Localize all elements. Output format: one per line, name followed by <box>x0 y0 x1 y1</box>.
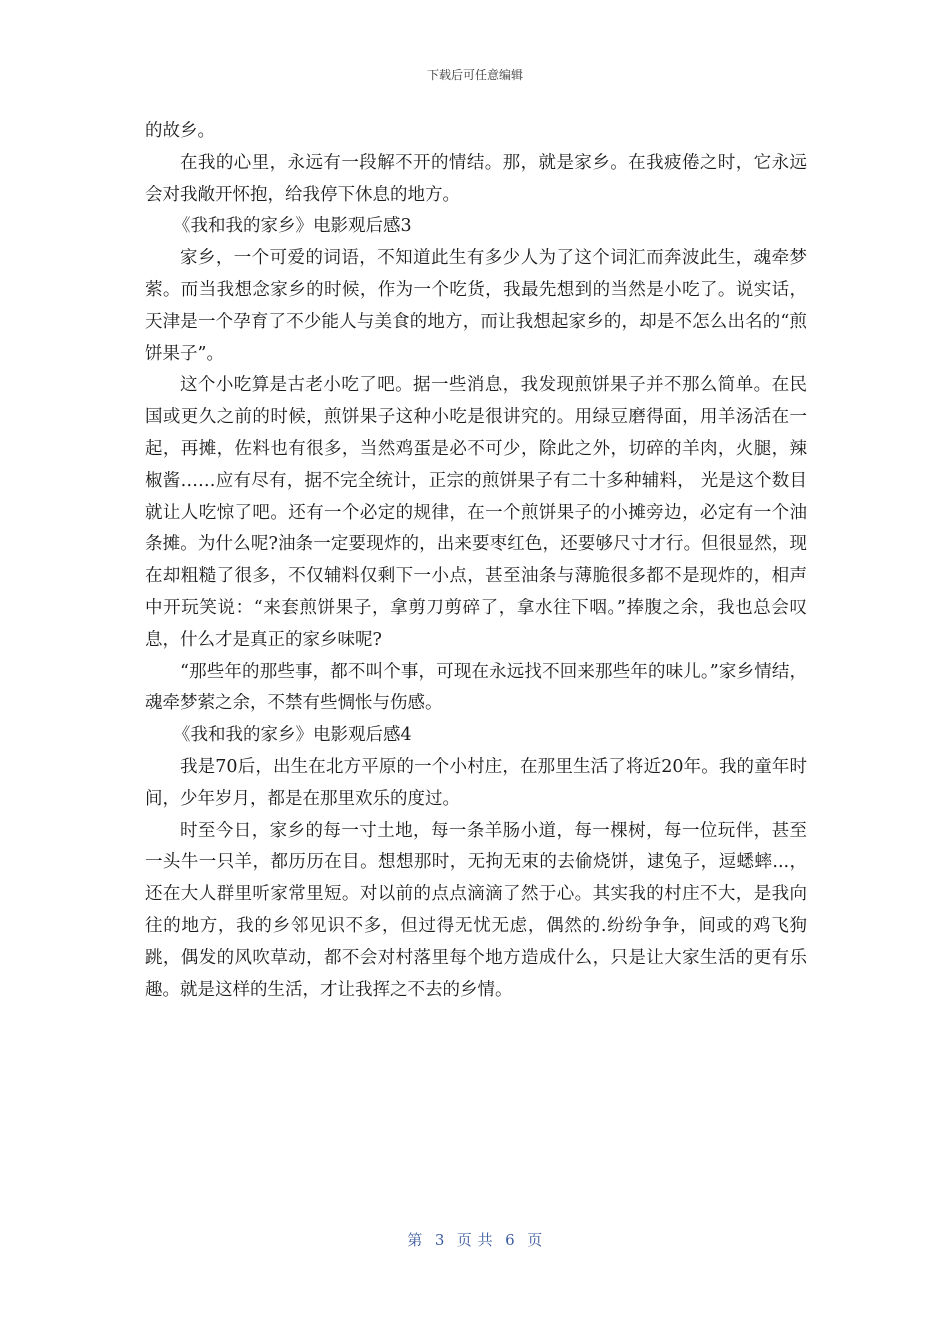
current-page-number: 3 <box>434 1231 445 1249</box>
paragraph: 我是70后，出生在北方平原的一个小村庄，在那里生活了将近20年。我的童年时间，少年岁月，都是在那里欢乐的度过。 <box>145 756 807 809</box>
paragraph: 时至今日，家乡的每一寸土地，每一条羊肠小道，每一棵树，每一位玩伴，甚至一头牛一只羊，都历历在目。想想那时，无拘无束的去偷烧饼，逮兔子，逗蟋蟀...，还在大人群里听家常里短。对以前的点点滴滴了然于心。其实我的村庄不大，是我向往的地方，我的乡邻见识不多，但过得无忧无虑，偶然的.纷纷争争，间或的鸡飞狗跳，偶发的风吹草动，都不会对村落里每个地方造成什么，只是让大家生活的更有乐趣。就是这样的生活，才让我挥之不去的乡情。 <box>145 820 807 1000</box>
paragraph: 的故乡。 <box>145 121 215 141</box>
footer-suffix: 页 <box>527 1231 543 1249</box>
page-header: 下载后可任意编辑 <box>426 68 523 82</box>
paragraph: 这个小吃算是古老小吃了吧。据一些消息，我发现煎饼果子并不那么简单。在民国或更久之前的时候，煎饼果子这种小吃是很讲究的。用绿豆磨得面，用羊汤活在一起，再摊，佐料也有很多，当然鸡蛋是必不可少，除此之外，切碎的羊肉，火腿，辣椒酱……应有尽有，据不完全统计，正宗的煎饼果子有二十多种辅料， 光是这个数目就让人吃惊了吧。还有一个必定的规律，在一个煎饼果子的小摊旁边，必定有一个油条摊。为什么呢?油条一定要现炸的，出来要枣红色，还要够尺寸才行。但很显然，现在却粗糙了很多，不仅辅料仅剩下一小点，甚至油条与薄脆很多都不是现炸的，相声中开玩笑说：“来套煎饼果子，拿剪刀剪碎了，拿水往下咽。”捧腹之余，我也总会叹息，什么才是真正的家乡味呢? <box>145 375 807 650</box>
paragraph: “那些年的那些事，都不叫个事，可现在永远找不回来那些年的味儿。”家乡情结，魂牵梦萦之余，不禁有些惆怅与伤感。 <box>145 661 807 714</box>
total-pages-number: 6 <box>505 1231 516 1249</box>
paragraph: 在我的心里，永远有一段解不开的情结。那，就是家乡。在我疲倦之时，它永远会对我敞开怀抱，给我停下休息的地方。 <box>145 152 807 205</box>
footer-middle: 页 共 <box>456 1231 494 1249</box>
page-footer <box>0 1229 950 1250</box>
section-heading: 《我和我的家乡》电影观后感3 <box>173 216 412 237</box>
paragraph: 家乡，一个可爱的词语，不知道此生有多少人为了这个词汇而奔波此生，魂牵梦萦。而当我想念家乡的时候，作为一个吃货，我最先想到的当然是小吃了。说实话，天津是一个孕育了不少能人与美食的地方，而让我想起家乡的，却是不怎么出名的“煎饼果子”。 <box>145 248 807 364</box>
footer-prefix: 第 <box>407 1231 423 1249</box>
section-heading: 《我和我的家乡》电影观后感4 <box>173 725 412 746</box>
document-body <box>145 116 807 1006</box>
